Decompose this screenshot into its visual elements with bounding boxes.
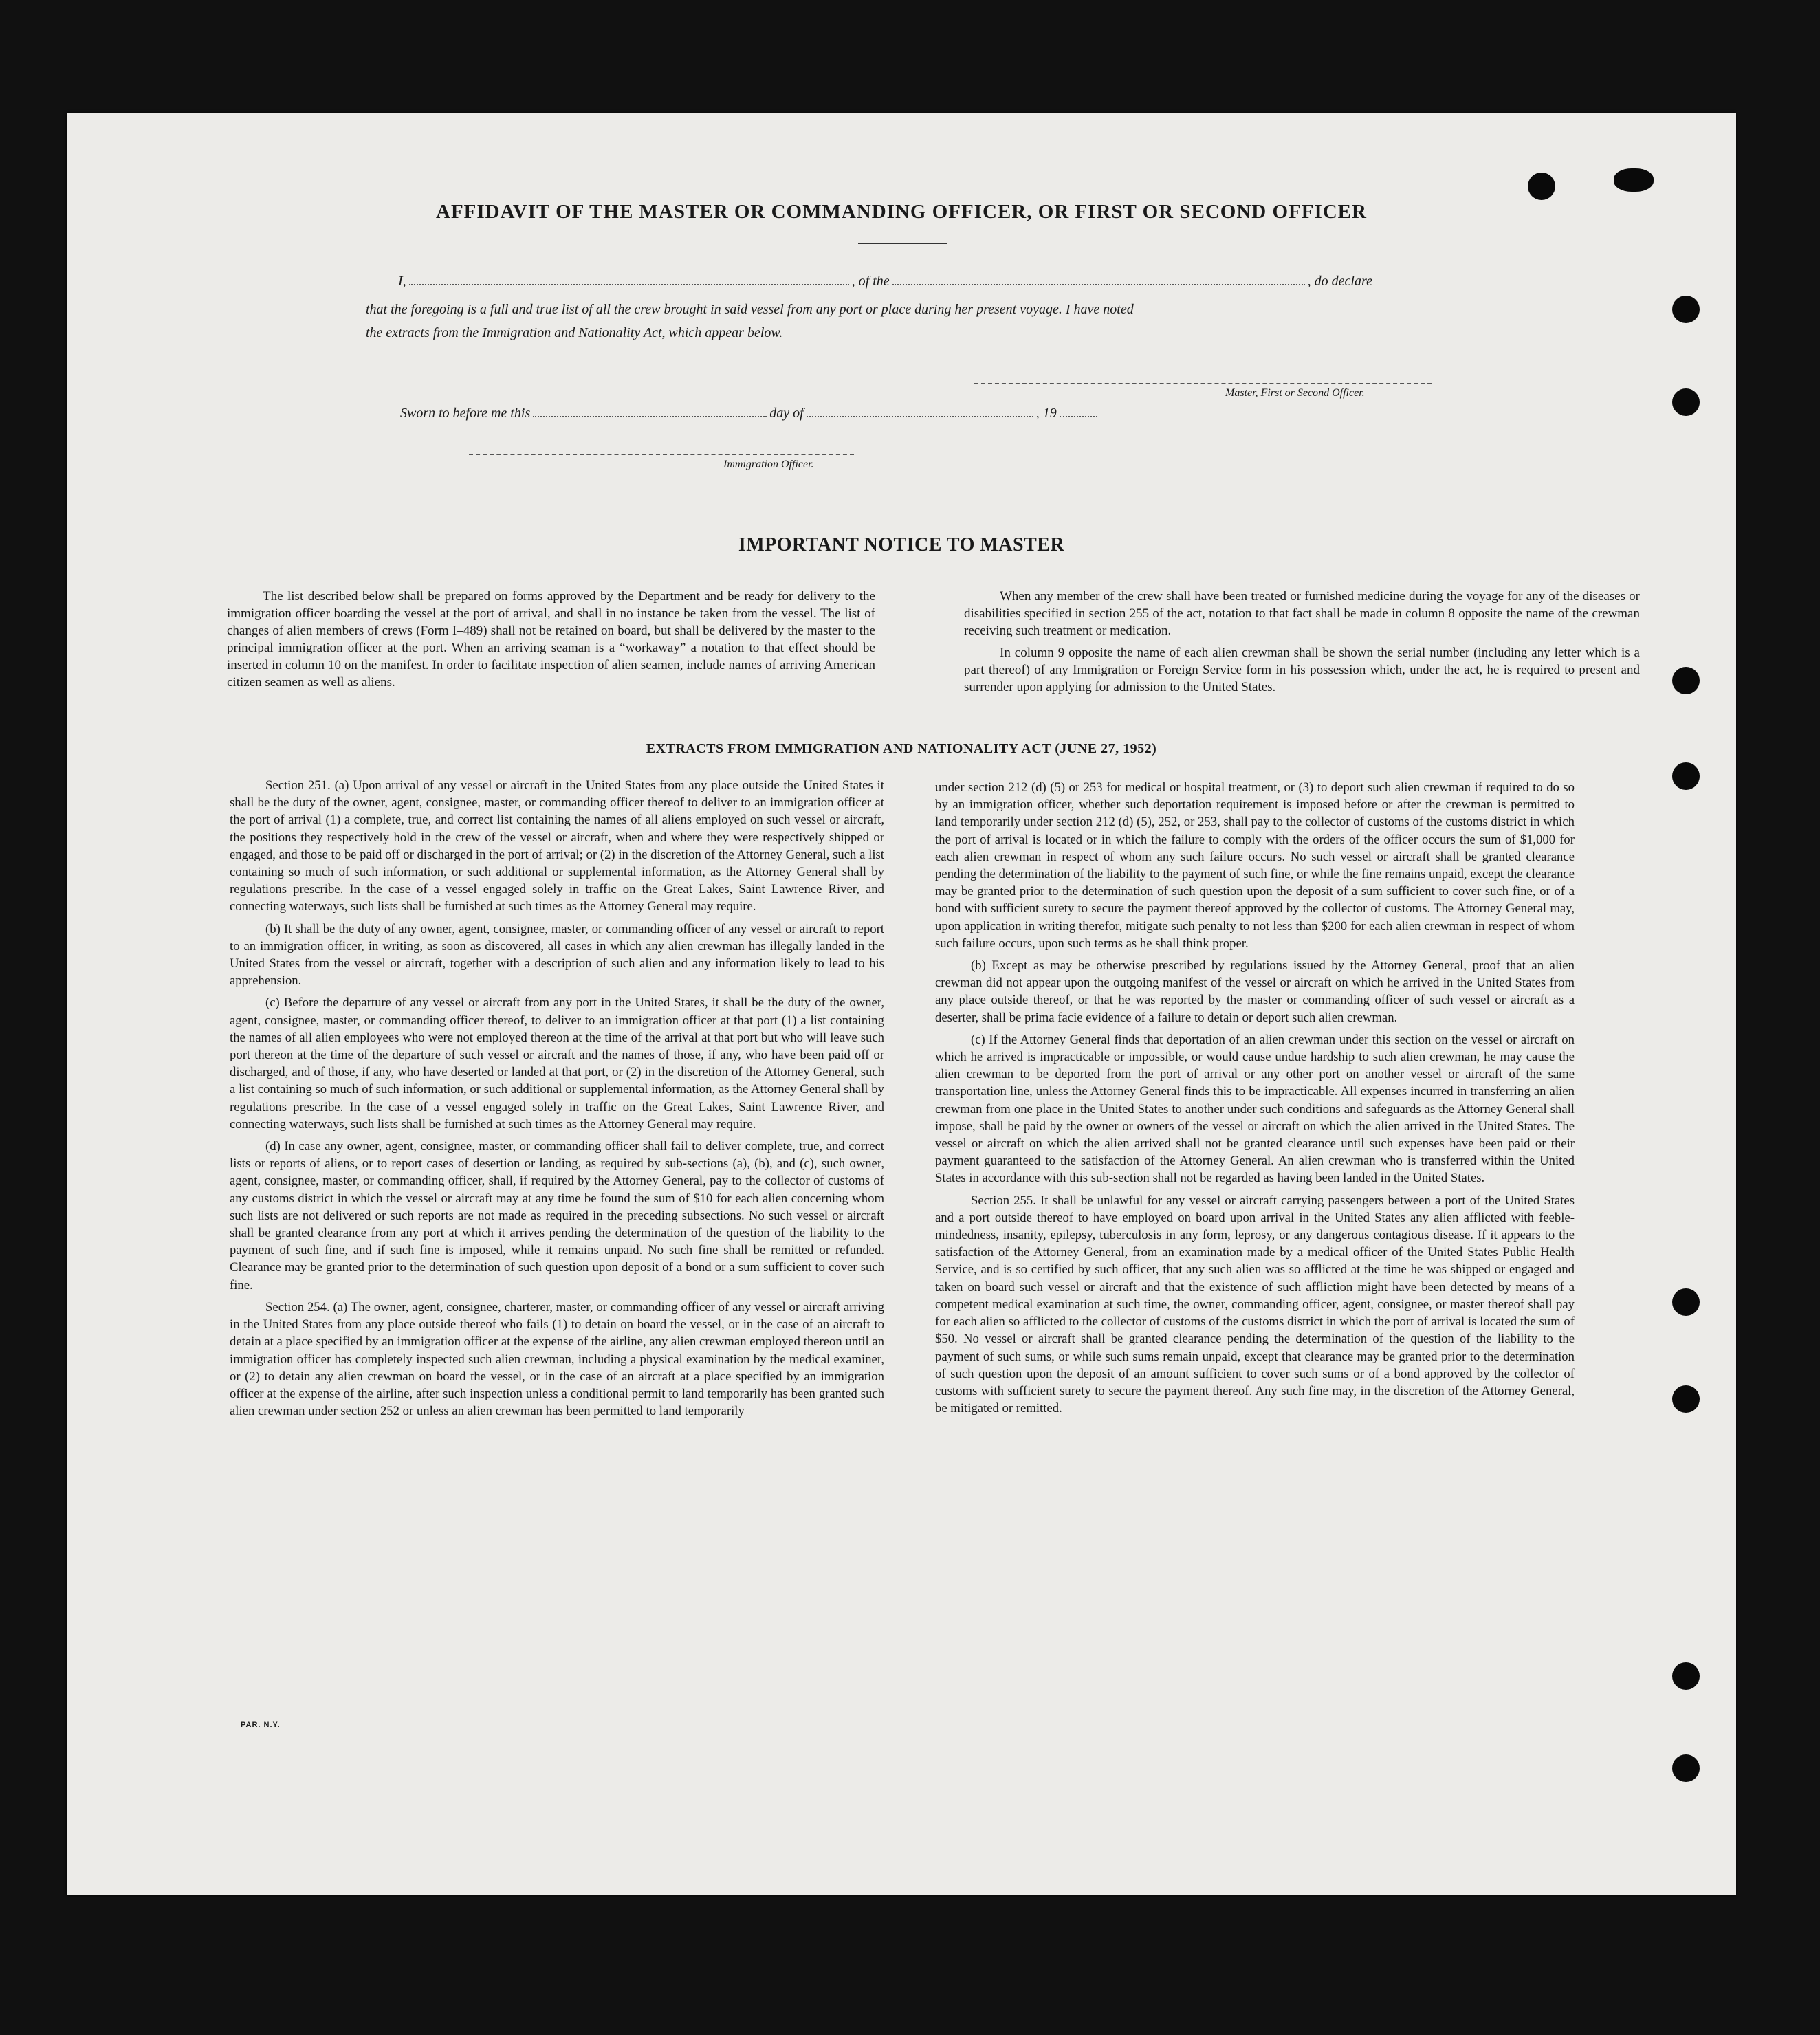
extracts-left-column [230, 777, 884, 1424]
notice-heading: IMPORTANT NOTICE TO MASTER [738, 534, 1065, 556]
binder-hole [1672, 388, 1700, 416]
notice-paragraph: When any member of the crew shall have been treated or furnished medicine during the voyage for any of the diseases or disabilities specified in section 255 of the act, notation to that fact shall be made in column 8 opposite the name of the crewman receiving such treatment or medication. [964, 589, 1640, 638]
sworn-year-blank [1060, 416, 1097, 417]
sworn-month-blank [807, 416, 1033, 417]
section-255: Section 255. It shall be unlawful for any vessel or aircraft carrying passengers between a port of the United States and a port outside thereof to have employed on board upon arrival in the United States any alien afflicted with feeble-mindedness, insanity, epilepsy, tuberculosis in any form, leprosy, or any dangerous contagious disease. If it appears to the satisfaction of the Attorney General, from an examination made by a medical officer of the United States Public Health Service, and is so certified by such officer, that any such alien was so afflicted at the time he was shipped or engaged and taken on board such vessel or aircraft and that the existence of such affliction might have been detected by means of a competent medical examination at such time, the owner, commanding officer, agent, consignee, or master thereof shall pay for each alien so afflicted to the collector of customs of the customs district in which the port of arrival is located the sum of $50. No vessel or aircraft shall be granted clearance pending the determination of the question of the liability to the payment of such sums, or while such sums remain unpaid, except that clearance may be granted prior to the determination of such question upon the deposit of an amount sufficient to cover such sums or of a bond approved by the collector of customs with sufficient surety to secure the payment thereof. Any such fine may, in the discretion of the Attorney General, be mitigated or remitted. [935, 1193, 1575, 1416]
section-251-a: Section 251. (a) Upon arrival of any vessel or aircraft in the United States from any place outside the United States it shall be the duty of the owner, agent, consignee, master, or commanding officer thereof to deliver to an immigration officer at the port of arrival (1) a complete, true, and correct list containing the names of all aliens employed on such vessel or aircraft, the positions they respectively hold in the crew of the vessel or aircraft, when and where they were respectively shipped or engaged, and those to be paid off or discharged in the port of arrival; or (2) in the discretion of the Attorney General, such a list containing so much of such information, or such additional or supplemental information, as the Attorney General shall by regulations prescribe. In the case of a vessel engaged solely in traffic on the Great Lakes, Saint Lawrence River, and connecting waterways, such lists shall be furnished at such times as the Attorney General may require. [230, 778, 884, 914]
binder-hole [1672, 762, 1700, 790]
section-251-d: (d) In case any owner, agent, consignee, master, or commanding officer shall fail to deliver complete, true, and correct lists or reports of aliens, or to report cases of desertion or landing, as required by sub-sections (a), (b), and (c), such owner, agent, consignee, master, or commanding officer, shall, if required by the Attorney General, pay to the collector of customs of any customs district in which the vessel or aircraft may at any time be found the sum of $10 for each alien concerning whom such lists are not delivered or such reports are not made as required in the preceding subsections. No such vessel or aircraft shall be granted clearance from any port at which it arrives pending the determination of the question of the liability to the payment of such fine, and if such fine is imposed, while it remains unpaid. No such fine shall be remitted or refunded. Clearance may be granted prior to the determination of such question upon deposit of a bond or a sum sufficient to cover such fine. [230, 1139, 884, 1292]
notice-right-column [964, 588, 1640, 701]
affidavit-title: AFFIDAVIT OF THE MASTER OR COMMANDING OFFICER, OR FIRST OR SECOND OFFICER [436, 201, 1367, 223]
notice-left-column [227, 588, 875, 696]
notice-paragraph: The list described below shall be prepared on forms approved by the Department and be ready for delivery to the immigration officer boarding the vessel at the port of arrival, and shall in no instance be taken from the vessel. The list of changes of alien members of crews (Form I–489) shall not be retained on board, but shall be delivered by the master to the principal immigration officer at the port. When an arriving seaman is a “workaway” a notation to that effect should be inserted in column 10 on the manifest. In order to facilitate inspection of alien seamen, include names of arriving American citizen seamen as well as aliens. [227, 589, 875, 690]
declaration-do-declare: , do declare [1307, 274, 1372, 289]
binder-hole [1614, 168, 1654, 192]
name-blank [409, 284, 849, 285]
binder-hole [1672, 296, 1700, 323]
declaration-line-2: that the foregoing is a full and true list of all the crew brought in said vessel from any port or place during her present voyage. I have noted [366, 302, 1134, 317]
printer-mark: PAR. N.Y. [241, 1721, 281, 1729]
sworn-line [400, 406, 1100, 421]
extracts-heading: EXTRACTS FROM IMMIGRATION AND NATIONALITY ACT (JUNE 27, 1952) [646, 741, 1157, 756]
vessel-blank [892, 284, 1305, 285]
sworn-day-of: day of [769, 406, 804, 421]
officer-signature-caption: Immigration Officer. [723, 459, 814, 470]
master-signature-caption: Master, First or Second Officer. [1225, 387, 1365, 399]
extracts-right-column [935, 779, 1575, 1422]
declaration-line-3: the extracts from the Immigration and Nationality Act, which appear below. [366, 325, 783, 340]
section-254-a-continued: under section 212 (d) (5) or 253 for medical or hospital treatment, or (3) to deport such alien crewman if required to do so by an immigration officer, whether such deportation requirement is imposed before or after the crewman is permitted to land temporarily under section 212 (d) (5), 252, or 253, shall pay to the collector of customs of the customs district in which the port of arrival is located or in which the failure to comply with the orders of the officer occurs the sum of $1,000 for each alien crewman in respect of whom any such failure occurs. No such vessel or aircraft shall be granted clearance pending the determination of the liability to the payment of such fine, or while the fine remains unpaid, except the clearance may be granted prior to the determination of such question upon the deposit of a sum sufficient to cover such fine, or of a bond with sufficient surety to secure the payment thereof approved by the collector of customs. The Attorney General may, upon application in writing therefor, mitigate such penalty to not less than $200 for each alien crewman in respect of whom such failure occurs, upon such terms as he shall think proper. [935, 780, 1575, 951]
sworn-prefix: Sworn to before me this [400, 406, 531, 421]
section-254-c: (c) If the Attorney General finds that deportation of an alien crewman under this section on the vessel or aircraft on which he arrived is impracticable or impossible, or would cause undue hardship to such alien crewman, he may cause the alien crewman to be deported from the port of arrival or any other port on another vessel or aircraft of the same transportation line, unless the Attorney General finds this to be impracticable. All expenses incurred in transferring an alien crewman from one place in the United States to another under such conditions and safeguards as the Attorney General shall impose, shall be paid by the owner or owners of the vessel or aircraft on which the alien arrived in the United States. The vessel or aircraft on which the alien arrived shall not be granted clearance until such expenses have been paid or their payment guaranteed to the satisfaction of the Attorney General. An alien crewman who is transferred within the United States in accordance with this sub-section shall not be regarded as having been landed in the United States. [935, 1032, 1575, 1186]
section-254-a: Section 254. (a) The owner, agent, consignee, charterer, master, or commanding officer of any vessel or aircraft arriving in the United States from any place outside thereof who fails (1) to detain on board the vessel, or in the case of an aircraft to detain at a place specified by an immigration officer at the expense of the airline, any alien crewman employed thereon until an immigration officer has completely inspected such alien crewman, including a physical examination by the medical examiner, or (2) to detain any alien crewman on board the vessel, or in the case of an aircraft at a place specified by an immigration officer at the expense of the airline, after such inspection unless a conditional permit to land temporarily has been granted such alien crewman under section 252 or unless an alien crewman has been permitted to land temporarily [230, 1299, 884, 1419]
binder-hole [1672, 1662, 1700, 1690]
section-251-c: (c) Before the departure of any vessel or aircraft from any port in the United States, it shall be the duty of the owner, agent, consignee, master, or commanding officer thereof, to deliver to an immigration officer at that port (1) a list containing the names of all alien employees who were not employed thereon at the time of the arrival at that port but who will leave such port thereon at the time of the departure of such vessel or aircraft and the names of those, if any, who have been paid off or discharged, and of those, if any, who have deserted or landed at that port, or (2) in the discretion of the Attorney General, such a list containing so much of such information, or such additional or supplemental information, as the Attorney General shall by regulations prescribe. In the case of a vessel engaged solely in traffic on the Great Lakes, Saint Lawrence River, and connecting waterways, such lists shall be furnished at such times as the Attorney General may require. [230, 996, 884, 1132]
binder-hole [1528, 173, 1555, 200]
sworn-year: , 19 [1035, 406, 1057, 421]
binder-hole [1672, 1754, 1700, 1782]
declaration-line-1 [398, 274, 1372, 289]
title-underline [858, 243, 947, 244]
officer-signature-line [469, 454, 854, 455]
notice-paragraph: In column 9 opposite the name of each alien crewman shall be shown the serial number (including any letter which is a part thereof) of any Immigration or Foreign Service form in his possession which, under the act, he is required to present and surrender upon applying for admission to the United States. [964, 646, 1640, 694]
document-page [67, 113, 1736, 1895]
binder-hole [1672, 1385, 1700, 1413]
binder-hole [1672, 1288, 1700, 1316]
binder-hole [1672, 667, 1700, 694]
sworn-day-blank [533, 416, 767, 417]
declaration-i: I, [398, 274, 406, 289]
section-251-b: (b) It shall be the duty of any owner, agent, consignee, master, or commanding officer of any vessel or aircraft to report to an immigration officer, in writing, as soon as discovered, all cases in which any alien crewman has illegally landed in the United States from the vessel or aircraft, together with a description of such alien and any information likely to lead to his apprehension. [230, 921, 884, 989]
section-254-b: (b) Except as may be otherwise prescribed by regulations issued by the Attorney General, proof that an alien crewman did not appear upon the outgoing manifest of the vessel or aircraft on which he arrived in the United States from any place outside thereof, or that he was reported by the master or commanding officer of such vessel or aircraft as a deserter, shall be prima facie evidence of a failure to detain or deport such alien crewman. [935, 958, 1575, 1025]
declaration-of-the: , of the [851, 274, 890, 289]
master-signature-line [974, 383, 1432, 384]
